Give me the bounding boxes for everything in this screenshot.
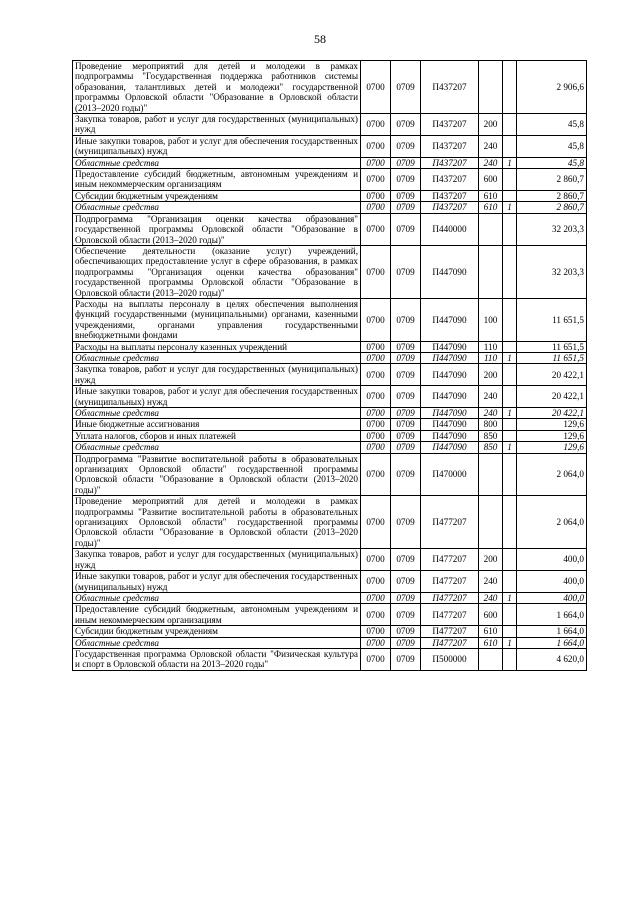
row-amount: 1 664,0: [517, 604, 587, 626]
row-subsection-code: 0709: [391, 648, 421, 670]
row-expense-type: [479, 213, 503, 245]
table-row: [73, 604, 587, 626]
row-subsection-code: 0709: [391, 637, 421, 648]
row-section-code: 0700: [361, 61, 391, 114]
row-subsection-code: 0709: [391, 592, 421, 603]
row-amount: 2 860,7: [517, 202, 587, 213]
row-amount: 11 651,5: [517, 352, 587, 363]
row-subsection-code: 0709: [391, 626, 421, 637]
row-funding-source: [503, 61, 517, 114]
row-funding-source: [503, 549, 517, 571]
row-funding-source: [503, 169, 517, 191]
row-name: Областные средства: [73, 592, 361, 603]
row-target-article: П477207: [421, 604, 479, 626]
row-amount: 2 064,0: [517, 496, 587, 549]
row-target-article: П477207: [421, 592, 479, 603]
row-name: Субсидии бюджетным учреждениям: [73, 626, 361, 637]
row-name: Областные средства: [73, 352, 361, 363]
table-body: [73, 61, 587, 671]
row-section-code: 0700: [361, 135, 391, 157]
row-target-article: П477207: [421, 549, 479, 571]
row-target-article: П447090: [421, 408, 479, 419]
row-section-code: 0700: [361, 419, 391, 430]
table-row: [73, 364, 587, 386]
row-amount: 45,8: [517, 157, 587, 168]
row-name: Областные средства: [73, 202, 361, 213]
row-expense-type: [479, 496, 503, 549]
row-section-code: 0700: [361, 408, 391, 419]
row-section-code: 0700: [361, 202, 391, 213]
row-subsection-code: 0709: [391, 135, 421, 157]
regional-funds-row: [73, 442, 587, 453]
row-subsection-code: 0709: [391, 496, 421, 549]
row-expense-type: 850: [479, 430, 503, 441]
row-section-code: 0700: [361, 637, 391, 648]
row-name: Иные бюджетные ассигнования: [73, 419, 361, 430]
row-target-article: П447090: [421, 442, 479, 453]
row-expense-type: 600: [479, 169, 503, 191]
row-name: Закупка товаров, работ и услуг для государственных (муниципальных) нужд: [73, 114, 361, 136]
row-subsection-code: 0709: [391, 213, 421, 245]
row-section-code: 0700: [361, 442, 391, 453]
row-subsection-code: 0709: [391, 442, 421, 453]
row-subsection-code: 0709: [391, 364, 421, 386]
regional-funds-row: [73, 157, 587, 168]
row-target-article: П437207: [421, 202, 479, 213]
row-section-code: 0700: [361, 496, 391, 549]
row-name: Областные средства: [73, 408, 361, 419]
row-expense-type: 240: [479, 135, 503, 157]
row-amount: 2 860,7: [517, 190, 587, 201]
row-funding-source: 1: [503, 352, 517, 363]
row-subsection-code: 0709: [391, 453, 421, 496]
row-name: Уплата налогов, сборов и иных платежей: [73, 430, 361, 441]
row-subsection-code: 0709: [391, 419, 421, 430]
row-expense-type: 240: [479, 571, 503, 593]
row-section-code: 0700: [361, 430, 391, 441]
row-amount: 129,6: [517, 419, 587, 430]
row-expense-type: 110: [479, 352, 503, 363]
row-expense-type: 240: [479, 157, 503, 168]
row-amount: 1 664,0: [517, 637, 587, 648]
row-expense-type: [479, 245, 503, 298]
regional-funds-row: [73, 202, 587, 213]
row-funding-source: [503, 419, 517, 430]
row-expense-type: 610: [479, 202, 503, 213]
row-subsection-code: 0709: [391, 61, 421, 114]
row-funding-source: [503, 245, 517, 298]
row-name: Обеспечение деятельности (оказание услуг) учреждений, обеспечивающих предоставление услуг в сфере образования, в рамках подпрограммы "Организация оценки качества образования" государственной программы Орловской области "Образование в Орловской области (2013–2020 годы)": [73, 245, 361, 298]
row-target-article: П437207: [421, 157, 479, 168]
row-amount: 400,0: [517, 592, 587, 603]
row-amount: 129,6: [517, 430, 587, 441]
row-funding-source: [503, 571, 517, 593]
row-funding-source: [503, 190, 517, 201]
row-target-article: П447090: [421, 352, 479, 363]
regional-funds-row: [73, 592, 587, 603]
table-row: [73, 386, 587, 408]
row-target-article: П447090: [421, 364, 479, 386]
row-funding-source: [503, 604, 517, 626]
row-section-code: 0700: [361, 453, 391, 496]
row-target-article: П447090: [421, 386, 479, 408]
page-number: 58: [314, 32, 326, 46]
row-expense-type: 600: [479, 604, 503, 626]
row-subsection-code: 0709: [391, 157, 421, 168]
regional-funds-row: [73, 408, 587, 419]
row-name: Иные закупки товаров, работ и услуг для обеспечения государственных (муниципальных) нужд: [73, 386, 361, 408]
row-subsection-code: 0709: [391, 114, 421, 136]
budget-table: [72, 60, 587, 671]
row-section-code: 0700: [361, 648, 391, 670]
row-subsection-code: 0709: [391, 571, 421, 593]
row-subsection-code: 0709: [391, 430, 421, 441]
row-section-code: 0700: [361, 604, 391, 626]
row-amount: 45,8: [517, 114, 587, 136]
row-target-article: П477207: [421, 626, 479, 637]
row-amount: 2 064,0: [517, 453, 587, 496]
row-expense-type: 240: [479, 386, 503, 408]
row-amount: 32 203,3: [517, 213, 587, 245]
row-name: Государственная программа Орловской области "Физическая культура и спорт в Орловской области на 2013–2020 годы": [73, 648, 361, 670]
row-amount: 4 620,0: [517, 648, 587, 670]
row-expense-type: [479, 648, 503, 670]
row-target-article: П477207: [421, 496, 479, 549]
row-expense-type: 100: [479, 298, 503, 341]
table-row: [73, 496, 587, 549]
regional-funds-row: [73, 637, 587, 648]
row-section-code: 0700: [361, 114, 391, 136]
row-target-article: П437207: [421, 61, 479, 114]
row-name: Закупка товаров, работ и услуг для государственных (муниципальных) нужд: [73, 364, 361, 386]
row-expense-type: 200: [479, 549, 503, 571]
row-name: Субсидии бюджетным учреждениям: [73, 190, 361, 201]
row-subsection-code: 0709: [391, 386, 421, 408]
row-expense-type: 110: [479, 341, 503, 352]
row-funding-source: [503, 341, 517, 352]
row-subsection-code: 0709: [391, 202, 421, 213]
regional-funds-row: [73, 352, 587, 363]
table-row: [73, 549, 587, 571]
row-funding-source: [503, 648, 517, 670]
row-expense-type: [479, 453, 503, 496]
table-row: [73, 245, 587, 298]
row-amount: 20 422,1: [517, 408, 587, 419]
row-amount: 20 422,1: [517, 364, 587, 386]
row-name: Предоставление субсидий бюджетным, автономным учреждениям и иным некоммерческим организациям: [73, 169, 361, 191]
table-row: [73, 169, 587, 191]
row-name: Расходы на выплаты персоналу в целях обеспечения выполнения функций государственными (муниципальными) органами, казенными учреждениями, органами управления государственными внебюджетными фондами: [73, 298, 361, 341]
row-subsection-code: 0709: [391, 298, 421, 341]
row-amount: 2 906,6: [517, 61, 587, 114]
row-target-article: П477207: [421, 637, 479, 648]
row-funding-source: 1: [503, 637, 517, 648]
row-funding-source: [503, 453, 517, 496]
row-target-article: П500000: [421, 648, 479, 670]
row-funding-source: 1: [503, 408, 517, 419]
row-amount: 11 651,5: [517, 341, 587, 352]
table-row: [73, 648, 587, 670]
row-funding-source: [503, 626, 517, 637]
row-expense-type: 610: [479, 637, 503, 648]
row-target-article: П470000: [421, 453, 479, 496]
row-funding-source: [503, 496, 517, 549]
table-row: [73, 213, 587, 245]
row-funding-source: [503, 114, 517, 136]
table-row: [73, 114, 587, 136]
row-target-article: П440000: [421, 213, 479, 245]
row-subsection-code: 0709: [391, 169, 421, 191]
row-expense-type: 240: [479, 408, 503, 419]
row-amount: 45,8: [517, 135, 587, 157]
table-row: [73, 453, 587, 496]
row-section-code: 0700: [361, 626, 391, 637]
row-amount: 20 422,1: [517, 386, 587, 408]
row-target-article: П477207: [421, 571, 479, 593]
row-funding-source: 1: [503, 592, 517, 603]
row-subsection-code: 0709: [391, 549, 421, 571]
row-subsection-code: 0709: [391, 352, 421, 363]
row-section-code: 0700: [361, 157, 391, 168]
row-target-article: П437207: [421, 135, 479, 157]
row-expense-type: 850: [479, 442, 503, 453]
row-section-code: 0700: [361, 549, 391, 571]
row-amount: 32 203,3: [517, 245, 587, 298]
row-subsection-code: 0709: [391, 245, 421, 298]
row-target-article: П437207: [421, 169, 479, 191]
row-funding-source: [503, 386, 517, 408]
row-expense-type: 200: [479, 114, 503, 136]
row-funding-source: 1: [503, 202, 517, 213]
row-subsection-code: 0709: [391, 604, 421, 626]
row-funding-source: [503, 364, 517, 386]
row-amount: 129,6: [517, 442, 587, 453]
table-row: [73, 430, 587, 441]
row-name: Областные средства: [73, 442, 361, 453]
row-target-article: П447090: [421, 419, 479, 430]
row-expense-type: 610: [479, 190, 503, 201]
row-name: Иные закупки товаров, работ и услуг для обеспечения государственных (муниципальных) нужд: [73, 135, 361, 157]
row-section-code: 0700: [361, 352, 391, 363]
row-subsection-code: 0709: [391, 408, 421, 419]
table-row: [73, 571, 587, 593]
row-name: Подпрограмма "Развитие воспитательной работы в образовательных организациях Орловской области" государственной программы Орловской области "Образование в Орловской области (2013–2020 годы)": [73, 453, 361, 496]
row-expense-type: 240: [479, 592, 503, 603]
row-funding-source: [503, 213, 517, 245]
table-row: [73, 135, 587, 157]
row-amount: 2 860,7: [517, 169, 587, 191]
row-subsection-code: 0709: [391, 341, 421, 352]
row-name: Иные закупки товаров, работ и услуг для обеспечения государственных (муниципальных) нужд: [73, 571, 361, 593]
row-section-code: 0700: [361, 386, 391, 408]
table-row: [73, 190, 587, 201]
table-row: [73, 626, 587, 637]
row-expense-type: [479, 61, 503, 114]
row-name: Областные средства: [73, 157, 361, 168]
row-name: Проведение мероприятий для детей и молодежи в рамках подпрограммы "Государственная поддержка работников системы образования, талантливых детей и молодежи" государственной программы Орловской области "Образование в Орловской области (2013–2020 годы)": [73, 61, 361, 114]
row-funding-source: 1: [503, 442, 517, 453]
row-amount: 400,0: [517, 571, 587, 593]
row-target-article: П437207: [421, 190, 479, 201]
row-target-article: П437207: [421, 114, 479, 136]
row-amount: 11 651,5: [517, 298, 587, 341]
row-section-code: 0700: [361, 245, 391, 298]
row-section-code: 0700: [361, 341, 391, 352]
row-target-article: П447090: [421, 298, 479, 341]
row-funding-source: [503, 135, 517, 157]
row-amount: 400,0: [517, 549, 587, 571]
row-section-code: 0700: [361, 571, 391, 593]
row-funding-source: [503, 430, 517, 441]
row-expense-type: 610: [479, 626, 503, 637]
table-row: [73, 298, 587, 341]
row-section-code: 0700: [361, 190, 391, 201]
row-target-article: П447090: [421, 430, 479, 441]
row-funding-source: 1: [503, 157, 517, 168]
row-expense-type: 800: [479, 419, 503, 430]
row-section-code: 0700: [361, 169, 391, 191]
row-target-article: П447090: [421, 245, 479, 298]
row-section-code: 0700: [361, 213, 391, 245]
row-section-code: 0700: [361, 364, 391, 386]
row-subsection-code: 0709: [391, 190, 421, 201]
row-name: Подпрограмма "Организация оценки качества образования" государственной программы Орловской области "Образование в Орловской области (2013–2020 годы)": [73, 213, 361, 245]
table-row: [73, 419, 587, 430]
row-amount: 1 664,0: [517, 626, 587, 637]
row-name: Расходы на выплаты персоналу казенных учреждений: [73, 341, 361, 352]
table-row: [73, 61, 587, 114]
row-section-code: 0700: [361, 298, 391, 341]
row-expense-type: 200: [479, 364, 503, 386]
row-name: Областные средства: [73, 637, 361, 648]
row-name: Предоставление субсидий бюджетным, автономным учреждениям и иным некоммерческим организациям: [73, 604, 361, 626]
row-funding-source: [503, 298, 517, 341]
row-target-article: П447090: [421, 341, 479, 352]
row-section-code: 0700: [361, 592, 391, 603]
table-row: [73, 341, 587, 352]
row-name: Закупка товаров, работ и услуг для государственных (муниципальных) нужд: [73, 549, 361, 571]
row-name: Проведение мероприятий для детей и молодежи в рамках подпрограммы "Развитие воспитательной работы в образовательных организациях Орловской области" государственной программы Орловской области "Образование в Орловской области (2013–2020 годы)": [73, 496, 361, 549]
